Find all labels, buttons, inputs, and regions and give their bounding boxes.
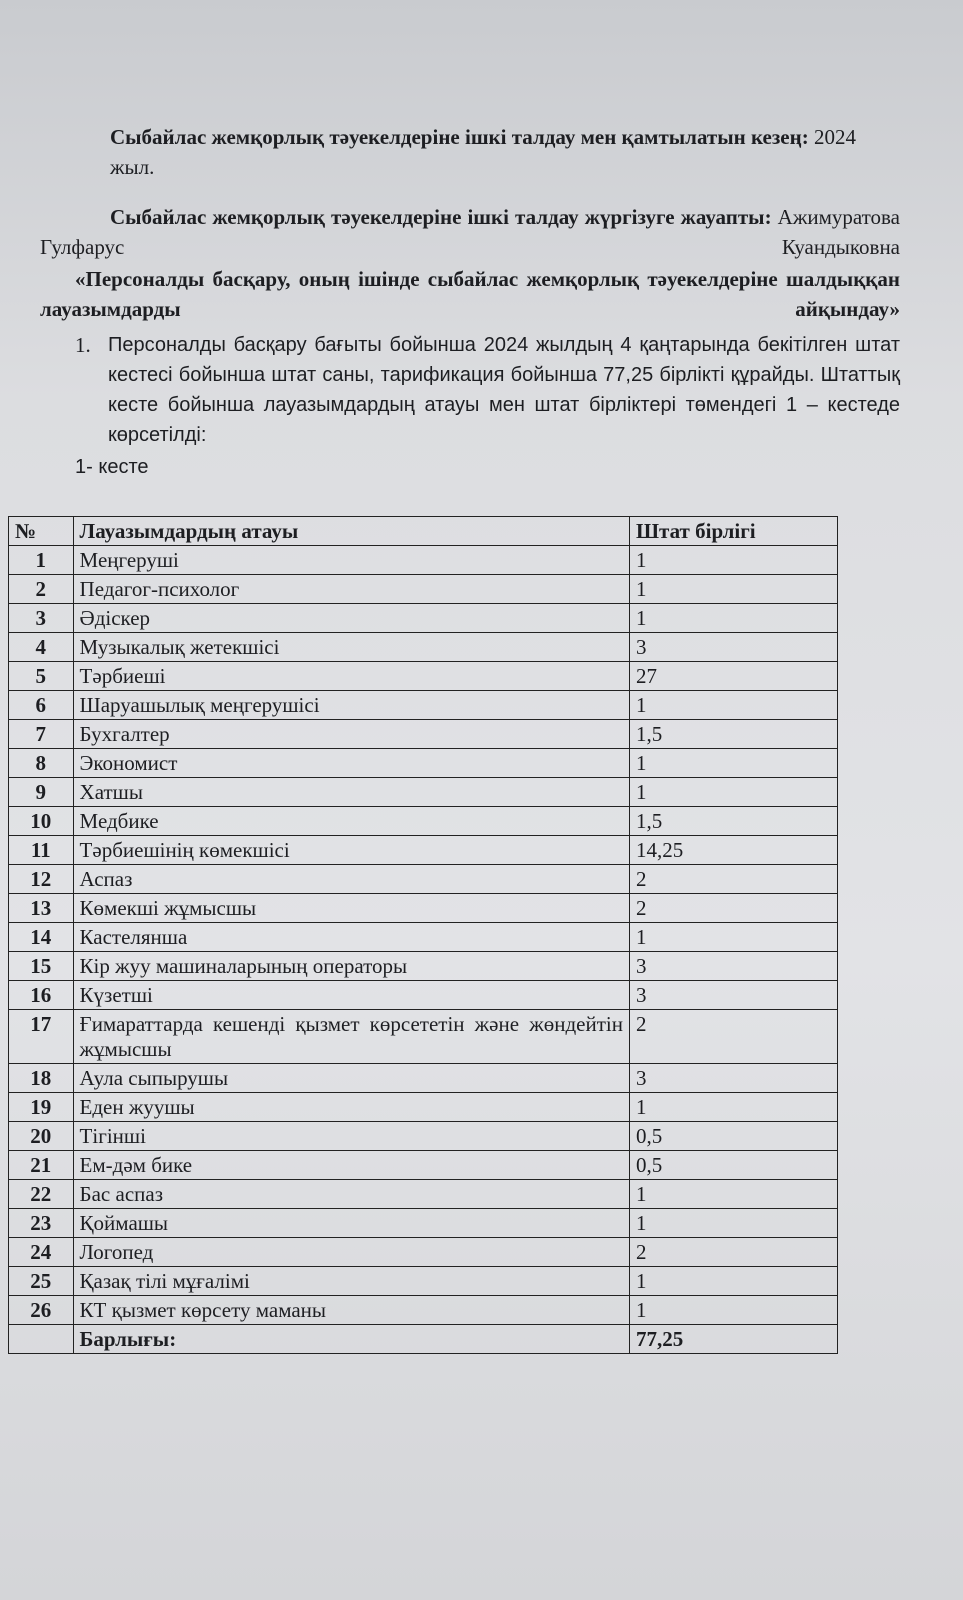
table-row — [9, 604, 838, 633]
position-name: Күзетші — [73, 981, 629, 1010]
table-row — [9, 1238, 838, 1267]
staff-units: 2 — [629, 865, 837, 894]
staff-units: 1 — [629, 1267, 837, 1296]
table-row — [9, 1122, 838, 1151]
row-number: 2 — [9, 575, 74, 604]
total-value: 77,25 — [629, 1325, 837, 1354]
staff-units: 2 — [629, 1010, 837, 1064]
staff-units: 1 — [629, 1296, 837, 1325]
row-number: 21 — [9, 1151, 74, 1180]
staff-units: 1 — [629, 575, 837, 604]
table-row — [9, 1093, 838, 1122]
position-name: Кастелянша — [73, 923, 629, 952]
position-name: Қазақ тілі мұғалімі — [73, 1267, 629, 1296]
table-row — [9, 836, 838, 865]
staff-units: 3 — [629, 981, 837, 1010]
position-name: Ем-дәм бике — [73, 1151, 629, 1180]
row-number: 4 — [9, 633, 74, 662]
row-number: 17 — [9, 1010, 74, 1064]
row-number: 20 — [9, 1122, 74, 1151]
row-number: 22 — [9, 1180, 74, 1209]
staff-units: 1 — [629, 1209, 837, 1238]
staff-units: 3 — [629, 633, 837, 662]
row-number: 10 — [9, 807, 74, 836]
responsible-person — [40, 202, 900, 262]
position-name: Медбике — [73, 807, 629, 836]
staff-units: 0,5 — [629, 1151, 837, 1180]
position-name: Ғимараттарда кешенді қызмет көрсететін және жөндейтін жұмысшы — [73, 1010, 629, 1064]
row-number: 23 — [9, 1209, 74, 1238]
row-number: 11 — [9, 836, 74, 865]
staff-units: 2 — [629, 894, 837, 923]
row-number: 18 — [9, 1064, 74, 1093]
position-name: Еден жуушы — [73, 1093, 629, 1122]
row-number: 6 — [9, 691, 74, 720]
table-row — [9, 720, 838, 749]
staff-units: 1 — [629, 778, 837, 807]
row-number: 16 — [9, 981, 74, 1010]
row-number: 1 — [9, 546, 74, 575]
staff-units: 1 — [629, 1093, 837, 1122]
staff-units: 1 — [629, 546, 837, 575]
position-name: Көмекші жұмысшы — [73, 894, 629, 923]
table-row — [9, 546, 838, 575]
staff-units: 1 — [629, 604, 837, 633]
staff-units: 1,5 — [629, 807, 837, 836]
table-row — [9, 923, 838, 952]
position-name: Хатшы — [73, 778, 629, 807]
table-row — [9, 575, 838, 604]
table-row — [9, 691, 838, 720]
table-row — [9, 1180, 838, 1209]
header-position: Лауазымдардың атауы — [73, 517, 629, 546]
position-name: КТ қызмет көрсету маманы — [73, 1296, 629, 1325]
analysis-period — [110, 122, 900, 182]
staff-units: 0,5 — [629, 1122, 837, 1151]
table-row — [9, 981, 838, 1010]
position-name: Бас аспаз — [73, 1180, 629, 1209]
table-header-row — [9, 517, 838, 546]
staff-units: 1 — [629, 923, 837, 952]
section-title: «Персоналды басқару, оның ішінде сыбайлас жемқорлық тәуекелдеріне шалдыққан лауазымдарды айқындау» — [40, 267, 900, 321]
staff-units: 27 — [629, 662, 837, 691]
position-name: Музыкалық жетекшісі — [73, 633, 629, 662]
table-row — [9, 865, 838, 894]
row-number: 9 — [9, 778, 74, 807]
header-number: № — [9, 517, 74, 546]
position-name: Кір жуу машиналарының операторы — [73, 952, 629, 981]
table-row — [9, 778, 838, 807]
table-row — [9, 1064, 838, 1093]
position-name: Аспаз — [73, 865, 629, 894]
staff-units: 1 — [629, 749, 837, 778]
table-row — [9, 1010, 838, 1064]
staff-units: 3 — [629, 952, 837, 981]
row-number: 26 — [9, 1296, 74, 1325]
position-name: Педагог-психолог — [73, 575, 629, 604]
row-number: 24 — [9, 1238, 74, 1267]
table-caption: 1- кесте — [75, 456, 149, 478]
table-row — [9, 1151, 838, 1180]
staff-units: 1 — [629, 1180, 837, 1209]
row-number: 12 — [9, 865, 74, 894]
item-number: 1. — [75, 333, 91, 357]
row-number: 13 — [9, 894, 74, 923]
staff-units: 14,25 — [629, 836, 837, 865]
table-row — [9, 952, 838, 981]
table-row — [9, 807, 838, 836]
position-name: Тігінші — [73, 1122, 629, 1151]
row-number: 25 — [9, 1267, 74, 1296]
responsible-label: Сыбайлас жемқорлық тәуекелдеріне ішкі талдау жүргізуге жауапты: — [110, 205, 772, 229]
total-empty-cell — [9, 1325, 74, 1354]
period-value: 2024 жыл. — [110, 125, 856, 179]
staff-units: 1 — [629, 691, 837, 720]
item-text: Персоналды басқару бағыты бойынша 2024 жылдың 4 қаңтарында бекітілген штат кестесі бойынша штат саны, тарификация бойынша 77,25 бірлікті құрайды. Штаттық кесте бойынша лауазымдардың атауы мен штат бірліктері төмендегі 1 – кестеде көрсетілді: — [108, 334, 900, 446]
position-name: Тәрбиеші — [73, 662, 629, 691]
row-number: 7 — [9, 720, 74, 749]
row-number: 14 — [9, 923, 74, 952]
table-row — [9, 1267, 838, 1296]
table-row — [9, 633, 838, 662]
position-name: Шаруашылық меңгерушісі — [73, 691, 629, 720]
position-name: Бухгалтер — [73, 720, 629, 749]
row-number: 3 — [9, 604, 74, 633]
total-row — [9, 1325, 838, 1354]
table-row — [9, 1209, 838, 1238]
table-row — [9, 749, 838, 778]
table-row — [9, 1296, 838, 1325]
position-name: Меңгеруші — [73, 546, 629, 575]
total-label: Барлығы: — [73, 1325, 629, 1354]
position-name: Аула сыпырушы — [73, 1064, 629, 1093]
period-label: Сыбайлас жемқорлық тәуекелдеріне ішкі талдау мен қамтылатын кезең: — [110, 125, 809, 149]
row-number: 8 — [9, 749, 74, 778]
position-name: Логопед — [73, 1238, 629, 1267]
row-number: 5 — [9, 662, 74, 691]
position-name: Әдіскер — [73, 604, 629, 633]
row-number: 19 — [9, 1093, 74, 1122]
table-row — [9, 894, 838, 923]
staff-units: 1,5 — [629, 720, 837, 749]
position-name: Қоймашы — [73, 1209, 629, 1238]
position-name: Тәрбиешінің көмекшісі — [73, 836, 629, 865]
header-units: Штат бірлігі — [629, 517, 837, 546]
row-number: 15 — [9, 952, 74, 981]
position-name: Экономист — [73, 749, 629, 778]
table-row — [9, 662, 838, 691]
staff-table — [8, 516, 838, 1354]
staff-units: 3 — [629, 1064, 837, 1093]
staff-units: 2 — [629, 1238, 837, 1267]
responsible-value: Ажимуратова Гулфарус Куандыковна — [40, 205, 900, 259]
